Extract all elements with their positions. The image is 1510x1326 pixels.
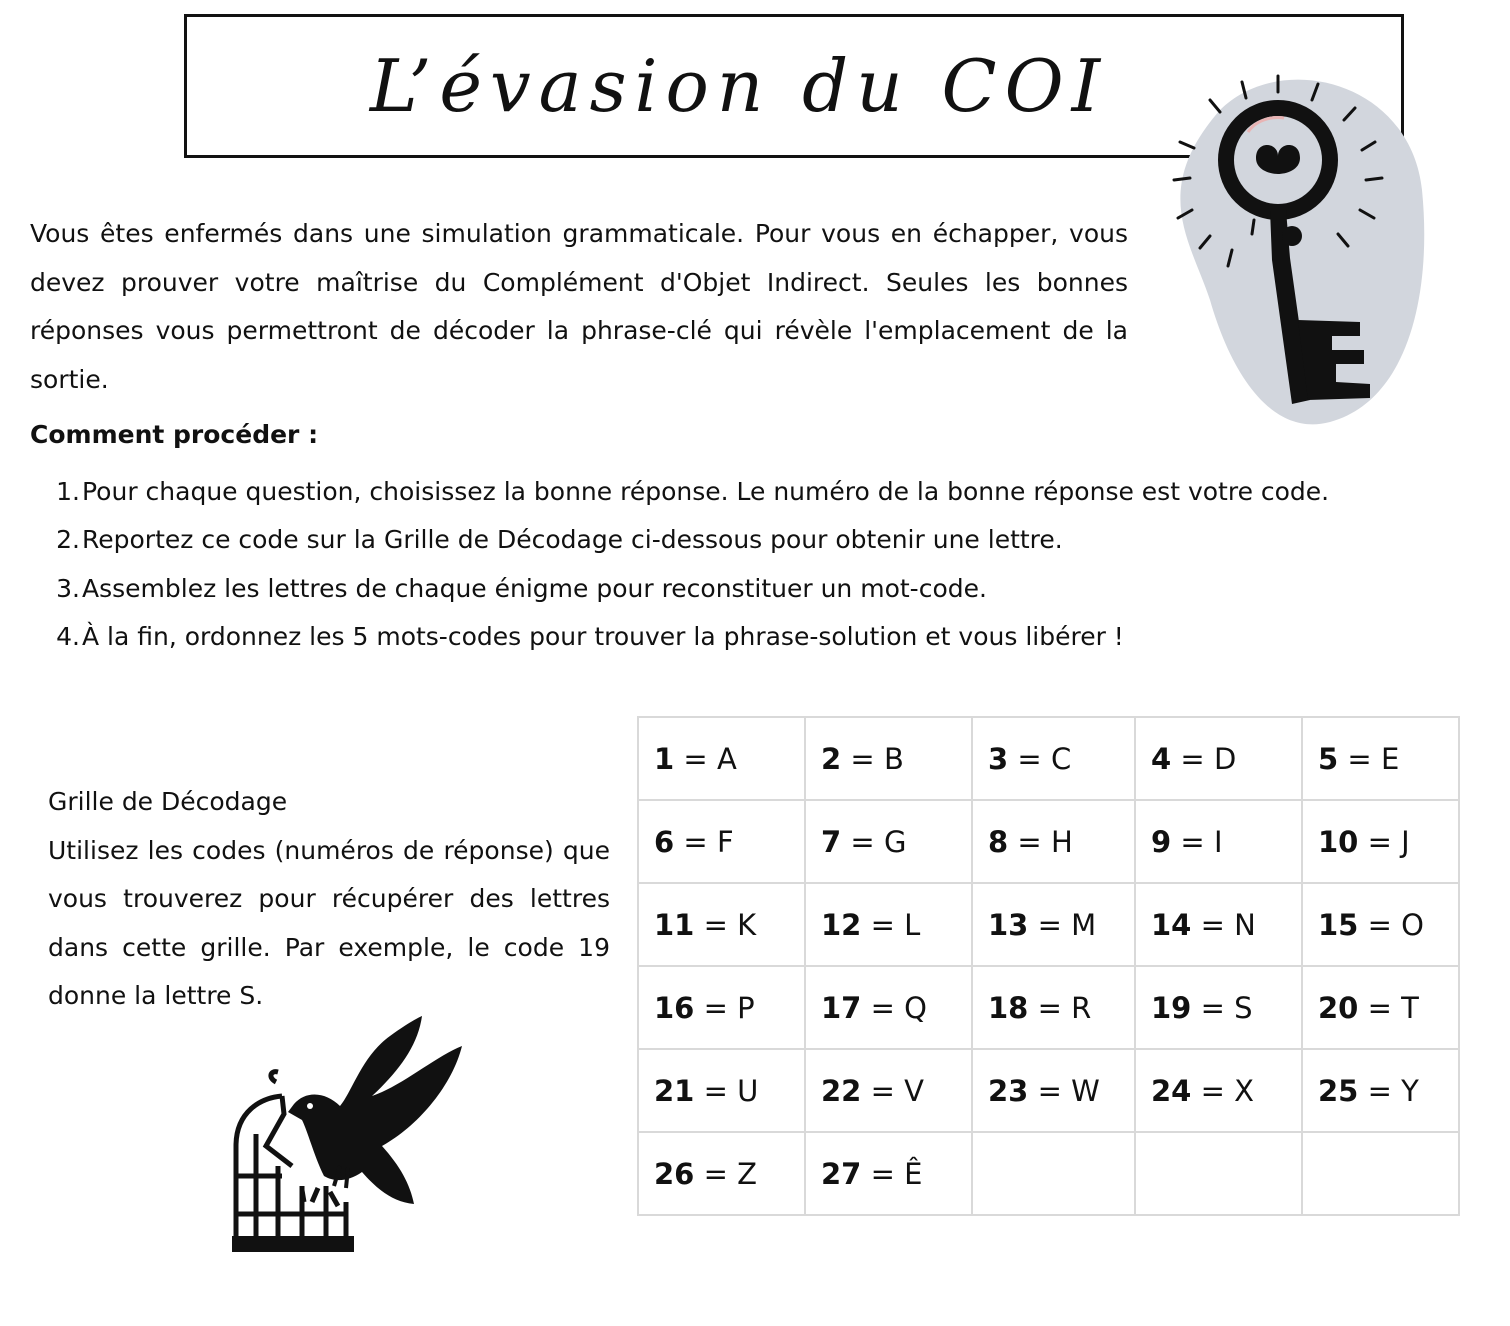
grid-code: 9: [1151, 824, 1172, 859]
grid-code: 19: [1151, 990, 1192, 1025]
grid-cell: [1302, 717, 1459, 800]
grid-cell: [972, 1132, 1135, 1215]
grid-equals: =: [1008, 741, 1051, 776]
grid-equals: =: [1191, 990, 1235, 1025]
grid-cell: [1135, 966, 1302, 1049]
grid-equals: =: [1171, 824, 1214, 859]
grid-code: 8: [988, 824, 1009, 859]
grid-letter: O: [1401, 907, 1424, 942]
grid-equals: =: [1358, 824, 1402, 859]
grid-letter: R: [1071, 990, 1092, 1025]
grid-letter: P: [737, 990, 755, 1025]
step-number: 1.: [56, 477, 80, 506]
grid-equals: =: [674, 741, 717, 776]
grid-code: 22: [821, 1073, 862, 1108]
grid-letter: Z: [737, 1156, 757, 1191]
grid-row: [638, 800, 1459, 883]
grid-description: Utilisez les codes (numéros de réponse) que vous trouverez pour récupérer des lettres dans cette grille. Par exemple, le code 19 donne la lettre S.: [48, 835, 610, 1010]
step-number: 2.: [56, 525, 80, 555]
step-item: [30, 565, 1329, 613]
grid-equals: =: [1358, 990, 1402, 1025]
step-item: [30, 516, 1329, 564]
grid-cell: [805, 1132, 972, 1215]
grid-letter: J: [1401, 824, 1410, 859]
grid-code: 13: [988, 907, 1029, 942]
grid-cell: [972, 1049, 1135, 1132]
grid-equals: =: [694, 990, 738, 1025]
bird-cage-icon: [222, 1016, 472, 1258]
grid-letter: G: [883, 824, 907, 859]
grid-cell: [1302, 966, 1459, 1049]
grid-equals: =: [1358, 907, 1402, 942]
step-item: [30, 613, 1329, 661]
grid-equals: =: [1191, 907, 1235, 942]
grid-equals: =: [674, 824, 717, 859]
grid-equals: =: [1008, 824, 1051, 859]
grid-equals: =: [841, 741, 884, 776]
grid-cell: [1302, 800, 1459, 883]
grid-code: 20: [1318, 990, 1359, 1025]
grid-letter: W: [1071, 1073, 1100, 1108]
grid-letter: Q: [904, 990, 927, 1025]
grid-cell: [972, 966, 1135, 1049]
grid-letter: C: [1050, 741, 1072, 776]
grid-explanation: [48, 778, 610, 1021]
grid-code: 25: [1318, 1073, 1359, 1108]
grid-letter: A: [716, 741, 737, 776]
grid-letter: Y: [1401, 1073, 1419, 1108]
grid-cell: [638, 800, 805, 883]
step-text: Pour chaque question, choisissez la bonne réponse. Le numéro de la bonne réponse est votre code.: [82, 477, 1330, 506]
grid-cell: [805, 717, 972, 800]
grid-equals: =: [841, 824, 884, 859]
grid-cell: [805, 883, 972, 966]
grid-code: 27: [821, 1156, 862, 1191]
grid-code: 18: [988, 990, 1029, 1025]
grid-code: 24: [1151, 1073, 1192, 1108]
grid-equals: =: [1028, 1073, 1072, 1108]
grid-code: 4: [1151, 741, 1172, 776]
grid-letter: I: [1213, 824, 1223, 859]
grid-code: 11: [654, 907, 695, 942]
grid-cell: [972, 717, 1135, 800]
grid-code: 17: [821, 990, 862, 1025]
grid-equals: =: [861, 907, 905, 942]
grid-cell: [638, 1049, 805, 1132]
key-icon: [1160, 70, 1430, 430]
grid-row: [638, 717, 1459, 800]
step-item: [30, 468, 1329, 516]
grid-equals: =: [861, 1073, 905, 1108]
grid-row: [638, 966, 1459, 1049]
grid-cell: [972, 883, 1135, 966]
grid-code: 21: [654, 1073, 695, 1108]
grid-cell: [972, 800, 1135, 883]
grid-letter: T: [1401, 990, 1419, 1025]
grid-cell: [805, 1049, 972, 1132]
grid-code: 7: [821, 824, 842, 859]
grid-letter: K: [737, 907, 757, 942]
grid-equals: =: [694, 1156, 738, 1191]
grid-letter: U: [737, 1073, 759, 1108]
grid-heading: Grille de Décodage: [48, 787, 288, 816]
grid-cell: [1302, 1049, 1459, 1132]
grid-code: 1: [654, 741, 675, 776]
grid-code: 23: [988, 1073, 1029, 1108]
grid-letter: M: [1071, 907, 1097, 942]
grid-equals: =: [1028, 907, 1072, 942]
howto-title: Comment procéder :: [30, 420, 319, 449]
step-text: À la fin, ordonnez les 5 mots-codes pour trouver la phrase-solution et vous libérer !: [82, 621, 1124, 651]
grid-equals: =: [694, 907, 738, 942]
grid-cell: [805, 966, 972, 1049]
grid-equals: =: [1171, 741, 1214, 776]
grid-cell: [638, 1132, 805, 1215]
steps-list: [30, 468, 1329, 661]
grid-letter: V: [904, 1073, 924, 1108]
grid-code: 12: [821, 907, 862, 942]
grid-letter: X: [1234, 1073, 1254, 1108]
grid-equals: =: [1191, 1073, 1235, 1108]
grid-cell: [1135, 717, 1302, 800]
grid-code: 5: [1318, 741, 1339, 776]
grid-letter: D: [1213, 741, 1237, 776]
grid-cell: [638, 883, 805, 966]
grid-cell: [638, 966, 805, 1049]
step-text: Assemblez les lettres de chaque énigme pour reconstituer un mot-code.: [82, 573, 987, 603]
grid-equals: =: [694, 1073, 738, 1108]
grid-cell: [805, 800, 972, 883]
grid-code: 14: [1151, 907, 1192, 942]
grid-cell: [1135, 883, 1302, 966]
grid-letter: E: [1380, 741, 1400, 776]
grid-code: 26: [654, 1156, 695, 1191]
step-number: 3.: [56, 573, 80, 603]
grid-equals: =: [861, 1156, 905, 1191]
grid-code: 15: [1318, 907, 1359, 942]
grid-cell: [1302, 1132, 1459, 1215]
grid-letter: N: [1234, 907, 1256, 942]
step-number: 4.: [56, 621, 80, 651]
intro-paragraph: Vous êtes enfermés dans une simulation grammaticale. Pour vous en échapper, vous devez prouver votre maîtrise du Complément d'Objet Indirect. Seules les bonnes réponses vous permettront de décoder la phrase-clé qui révèle l'emplacement de la sortie.: [30, 219, 1128, 394]
grid-letter: F: [716, 824, 734, 859]
grid-cell: [638, 717, 805, 800]
grid-row: [638, 883, 1459, 966]
grid-code: 16: [654, 990, 695, 1025]
grid-code: 3: [988, 741, 1009, 776]
grid-cell: [1135, 800, 1302, 883]
decoding-grid: [637, 716, 1460, 1216]
grid-letter: B: [883, 741, 904, 776]
grid-letter: Ê: [904, 1156, 923, 1191]
grid-letter: S: [1234, 990, 1253, 1025]
grid-letter: H: [1050, 824, 1073, 859]
grid-equals: =: [1338, 741, 1381, 776]
grid-code: 2: [821, 741, 842, 776]
step-text: Reportez ce code sur la Grille de Décodage ci-dessous pour obtenir une lettre.: [82, 525, 1063, 555]
grid-code: 10: [1318, 824, 1359, 859]
grid-cell: [1302, 883, 1459, 966]
grid-equals: =: [1358, 1073, 1402, 1108]
grid-equals: =: [1028, 990, 1072, 1025]
page-title: L’évasion du COI: [369, 44, 1109, 128]
grid-cell: [1135, 1049, 1302, 1132]
grid-cell: [1135, 1132, 1302, 1215]
grid-letter: L: [904, 907, 921, 942]
grid-equals: =: [861, 990, 905, 1025]
grid-row: [638, 1049, 1459, 1132]
grid-row: [638, 1132, 1459, 1215]
grid-code: 6: [654, 824, 675, 859]
